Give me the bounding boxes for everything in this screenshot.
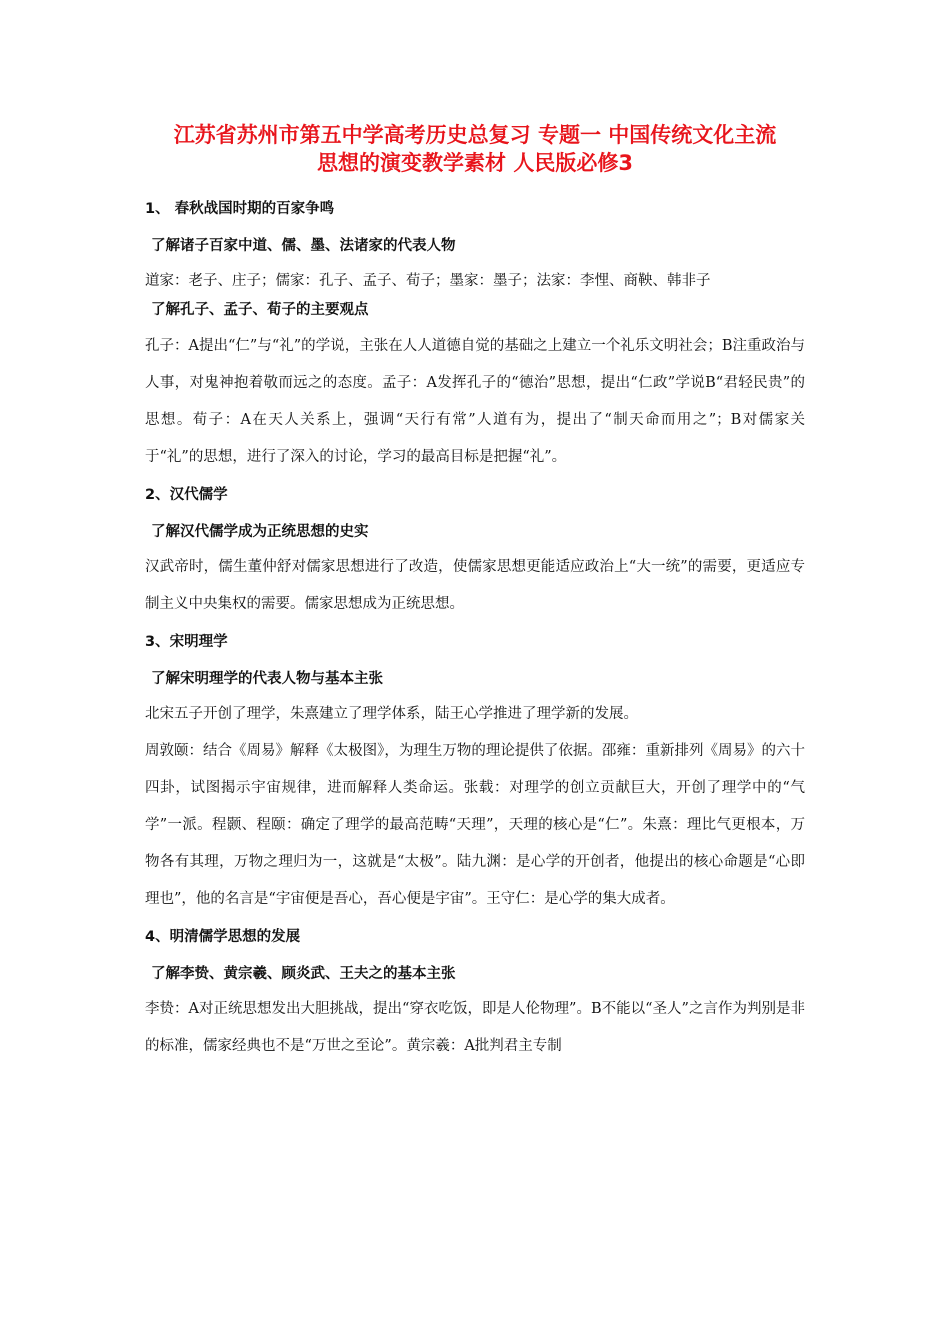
subsection-heading: 了解李贽、黄宗羲、顾炎武、王夫之的基本主张: [151, 966, 456, 982]
paragraph: 周敦颐：结合《周易》解释《太极图》，为理生万物的理论提供了依据。邵雍：重新排列《周易》的六十四卦，试图揭示宇宙规律，进而解释人类命运。张载：对理学的创立贡献巨大，开创了理学中的“气学”一派。程颢、程颐：确定了理学的最高范畴“天理”，天理的核心是“仁”。朱熹：理比气更根本，万物各有其理，万物之理归为一，这就是“太极”。陆九渊：是心学的开创者，他提出的核心命题是“心即理也”，他的名言是“宇宙便是吾心，吾心便是宇宙”。王守仁：是心学的集大成者。: [145, 743, 805, 907]
section-heading: 2、汉代儒学: [145, 487, 228, 503]
section-heading: 1、 春秋战国时期的百家争鸣: [145, 201, 335, 217]
section-heading: 4、明清儒学思想的发展: [145, 929, 301, 945]
title-line-2: 思想的演变教学素材 人民版必修3: [317, 151, 633, 175]
subsection-heading: 了解宋明理学的代表人物与基本主张: [151, 671, 383, 687]
subsection-heading: 了解诸子百家中道、儒、墨、法诸家的代表人物: [151, 238, 456, 254]
paragraph: 李贽：A对正统思想发出大胆挑战，提出“穿衣吃饭，即是人伦物理”。B不能以“圣人”之言作为判别是非的标准，儒家经典也不是“万世之至论”。黄宗羲：A批判君主专制: [145, 1001, 805, 1054]
title-line-1: 江苏省苏州市第五中学高考历史总复习 专题一 中国传统文化主流: [173, 123, 777, 147]
document-body: [145, 199, 805, 1065]
paragraph: 汉武帝时，儒生董仲舒对儒家思想进行了改造，使儒家思想更能适应政治上“大一统”的需要，更适应专制主义中央集权的需要。儒家思想成为正统思想。: [145, 559, 805, 612]
document-title: [0, 121, 950, 177]
section-heading: 3、宋明理学: [145, 634, 228, 650]
paragraph: 道家：老子、庄子；儒家：孔子、孟子、荀子；墨家：墨子；法家：李悝、商鞅、韩非子: [145, 273, 711, 289]
paragraph: 北宋五子开创了理学，朱熹建立了理学体系，陆王心学推进了理学新的发展。: [145, 706, 638, 722]
subsection-heading: 了解汉代儒学成为正统思想的史实: [151, 524, 369, 540]
subsection-heading: 了解孔子、孟子、荀子的主要观点: [151, 302, 369, 318]
paragraph: 孔子：A提出“仁”与“礼”的学说，主张在人人道德自觉的基础之上建立一个礼乐文明社会；B注重政治与人事，对鬼神抱着敬而远之的态度。孟子：A发挥孔子的“德治”思想，提出“仁政”学说B“君轻民贵”的思想。荀子：A在天人关系上，强调“天行有常”人道有为，提出了“制天命而用之”；B对儒家关于“礼”的思想，进行了深入的讨论，学习的最高目标是把握“礼”。: [145, 338, 805, 465]
